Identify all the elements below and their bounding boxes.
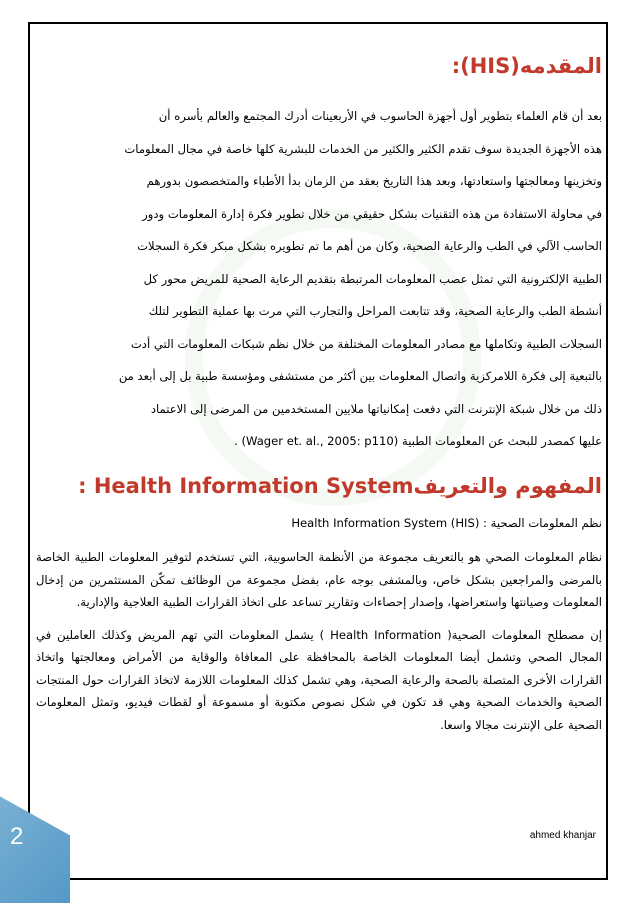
intro-line: الطبية الإلكترونية التي تمثل عصب المعلومات المرتبطة بتقديم الرعاية الصحية للمريض محور كل <box>143 271 602 286</box>
intro-line: بعد أن قام العلماء بتطوير أول أجهزة الحاسوب في الأربعينات أدرك المجتمع والعالم بأسره أن <box>158 109 602 123</box>
health-information-paragraph: إن مصطلح المعلومات الصحية( Health Information ) يشمل المعلومات التي تهم المريض وكذلك العاملين في المجال الصحي وتشمل أيضا المعلومات الخاصة بالمحافظة على المعافاة والوقاية من الأمراض ومعالجتها واتخاذ القرارات الأخرى المتصلة بالصحة والرعاية الصحية، وهي تشمل كذلك المعلومات اللازمة لاتخاذ القرارات حول المنتجات الصحية والخدمات الصحية وهي قد تكون في شكل نصوص مكتوبة أو مسموعة أو لقطات فيديو، وتمثل المعلومات الصحية على الإنترنت مجالا واسعا. <box>36 627 602 732</box>
intro-line: هذه الأجهزة الجديدة سوف تقدم الكثير والكثير من الخدمات للبشرية كلها خاصة في مجال المعلومات <box>124 141 602 156</box>
intro-line: ذلك من خلال شبكة الإنترنت التي دفعت إمكانياتها ملايين المستخدمين من المرضى إلى الاعتماد <box>150 401 602 416</box>
section-heading: المفهوم والتعريفHealth Information System : <box>78 473 602 498</box>
intro-line: بالتبعية إلى فكرة اللامركزية واتصال المعلومات بين أكثر من مستشفى ومؤسسة طبية بل إلى أبعد من <box>118 369 602 383</box>
intro-line: عليها كمصدر للبحث عن المعلومات الطبية (Wager et. al., 2005: p110) . <box>234 434 602 448</box>
intro-line: أنشطة الطب والرعاية الصحية، وقد تتابعت المراحل والتجارب التي مرت بها عملية التطوير لتلك <box>148 304 602 318</box>
definition-title: نظم المعلومات الصحية : (Health Information System (HIS <box>291 515 602 530</box>
author-name: ahmed khanjar <box>529 830 596 841</box>
intro-line: الحاسب الآلي في الطب والرعاية الصحية، وكان من أهم ما تم تطويره بشكل مبكر فكرة السجلات <box>137 239 602 253</box>
definition-paragraph: نظام المعلومات الصحي هو بالتعريف مجموعة من الأنظمة الحاسوبية، التي تستخدم لتوفير المعلومات الطبية الخاصة بالمرضى والمراجعين بشكل خاص، وبالمشفى بوجه عام، بفضل مجموعة من الوظائف تمكّن المستثمرين من إدخال المعلومات وصيانتها واستعراضها، وإصدار إحصاءات وتقارير تساعد على اتخاذ القرارات الطبية العلاجية والإدارية. <box>36 550 602 609</box>
page-content <box>36 44 602 746</box>
page-title: المقدمه(HIS): <box>451 54 602 78</box>
intro-line: وتخزينها ومعالجتها واستعادتها، وبعد هذا التاريخ بعقد من الزمان بدأ الأطباء والمتخصصون بدورهم <box>146 174 602 188</box>
intro-line: السجلات الطبية وتكاملها مع مصادر المعلومات المختلفة من خلال نظم شبكات المعلومات التي أدت <box>130 336 602 351</box>
intro-paragraph <box>36 100 602 458</box>
page-number: 2 <box>10 823 24 850</box>
intro-line: في محاولة الاستفادة من هذه التقنيات بشكل حقيقي من خلال تطوير فكرة إدارة المعلومات ودور <box>142 206 602 221</box>
